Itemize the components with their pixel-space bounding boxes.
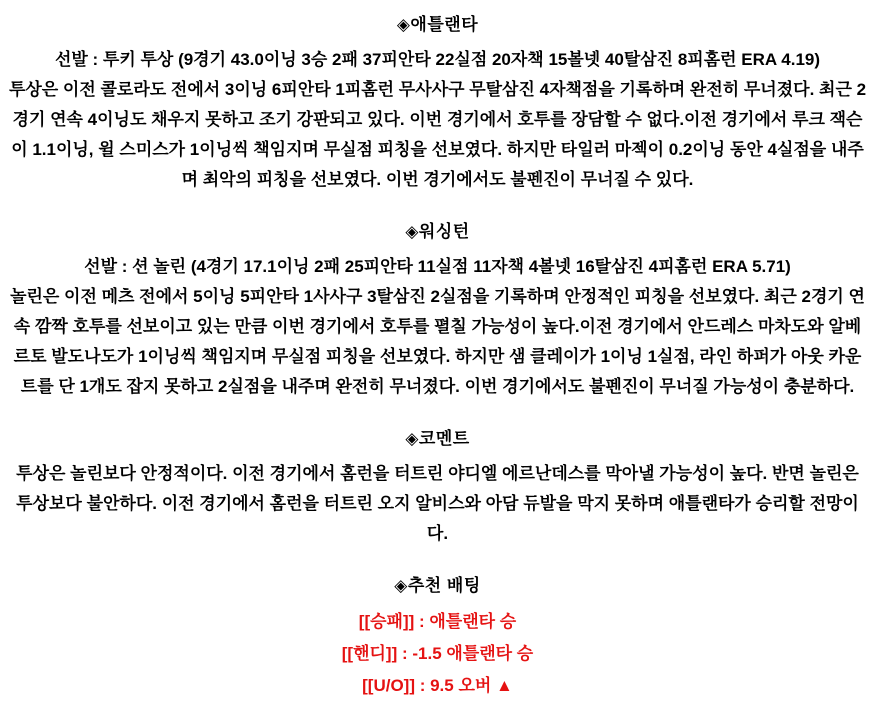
section-header-washington: ◈워싱턴 bbox=[405, 222, 470, 241]
starter-pitcher-line-washington: 선발 : 션 놀린 (4경기 17.1이닝 2패 25피안타 11실점 11자책 4볼넷 16탈삼진 4피홈런 ERA 5.71) bbox=[84, 257, 791, 276]
section-header-recommended-betting: ◈추천 배팅 bbox=[394, 576, 481, 595]
section-comment bbox=[6, 428, 869, 549]
pick-win-lose: [[승패]] : 애틀랜타 승 bbox=[358, 612, 517, 631]
analysis-paragraph-washington: 놀린은 이전 메츠 전에서 5이닝 5피안타 1사사구 3탈삼진 2실점을 기록하며 안정적인 피칭을 선보였다. 최근 2경기 연속 깜짝 호투를 선보이고 있는 만큼 이번 경기에서 호투를 펼칠 가능성이 높다.이전 경기에서 안드레스 마차도와 알베르토 발도나도가 1이닝씩 책임지며 무실점 피칭을 선보였다. 하지만 샘 클레이가 1이닝 1실점, 라인 하퍼가 아웃 카운트를 단 1개도 잡지 못하고 2실점을 내주며 완전히 무너졌다. 이번 경기에서도 불펜진이 무너질 가능성이 충분하다. bbox=[10, 287, 865, 396]
starter-pitcher-line-atlanta: 선발 : 투키 투상 (9경기 43.0이닝 3승 2패 37피안타 22실점 20자책 15볼넷 40탈삼진 8피홈런 ERA 4.19) bbox=[54, 50, 821, 69]
section-header-atlanta: ◈애틀랜타 bbox=[396, 15, 479, 34]
pick-handicap: [[핸디]] : -1.5 애틀랜타 승 bbox=[341, 644, 534, 663]
analysis-paragraph-atlanta: 투상은 이전 콜로라도 전에서 3이닝 6피안타 1피홈런 무사사구 무탈삼진 4자책점을 기록하며 완전히 무너졌다. 최근 2경기 연속 4이닝도 채우지 못하고 조기 강판되고 있다. 이번 경기에서 호투를 장담할 수 없다.이전 경기에서 루크 잭슨이 1.1이닝, 윌 스미스가 1이닝씩 책임지며 무실점 피칭을 선보였다. 하지만 타일러 마젝이 0.2이닝 동안 4실점을 내주며 최악의 피칭을 선보였다. 이번 경기에서도 불펜진이 무너질 수 있다. bbox=[8, 80, 867, 189]
section-atlanta bbox=[6, 14, 869, 195]
pick-under-over: [[U/O]] : 9.5 오버 ▲ bbox=[362, 676, 513, 695]
section-recommended-betting bbox=[6, 575, 869, 702]
section-header-comment: ◈코멘트 bbox=[405, 429, 470, 448]
betting-picks-list bbox=[6, 606, 869, 702]
comment-paragraph: 투상은 놀린보다 안정적이다. 이전 경기에서 홈런을 터트린 야디엘 에르난데스를 막아낼 가능성이 높다. 반면 놀린은 투상보다 불안하다. 이전 경기에서 홈런을 터트린 오지 알비스와 아담 듀발을 막지 못하며 애틀랜타가 승리할 전망이다. bbox=[16, 464, 859, 543]
section-washington bbox=[6, 221, 869, 402]
